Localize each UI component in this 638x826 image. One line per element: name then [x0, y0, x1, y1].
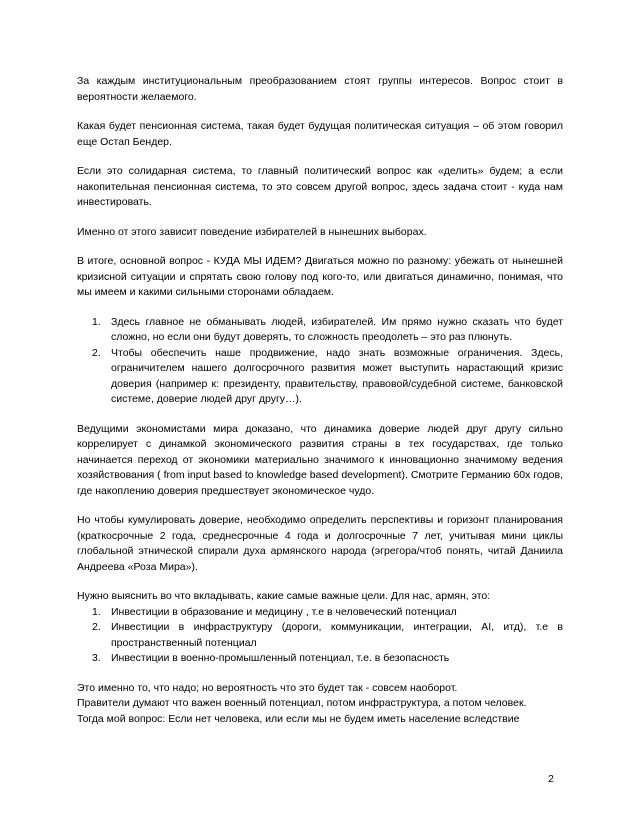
list-item-number: 2.	[92, 621, 101, 633]
paragraph-7: Но чтобы кумулировать доверие, необходимо определить перспективы и горизонт планирования (краткосрочные 2 года, среднесрочные 4 года и долгосрочные 7 лет, учитывая мини циклы глобальной этнической спирали духа армянского народа (эгрегора/чтоб понять, читай Даниила Андреева «Роза Мира»).	[77, 514, 563, 573]
list-item-number: 1.	[92, 605, 101, 618]
numbered-list-1	[77, 315, 563, 408]
list-item-text: Чтобы обеспечить наше продвижение, надо знать возможные ограничения. Здесь, ограничителем нашего долгосрочного развития может выступить нарастающий кризис доверия (например к: президенту, правительству, правовой/судебной системе, банковской системе, доверие людей друг другу…).	[111, 346, 563, 405]
list-item-text: Инвестиции в инфраструктуру (дороги, коммуникации, интеграции, AI, итд), т.е в пространственный потенциал	[111, 621, 563, 649]
list-item	[77, 651, 563, 667]
list-item-text: Инвестиции в военно-промышленный потенциал, т.е. в безопасность	[111, 652, 450, 664]
paragraph-1: За каждым институциональным преобразованием стоят группы интересов. Вопрос стоит в вероятности желаемого.	[77, 75, 563, 103]
list-item	[77, 620, 563, 651]
paragraph-11: Тогда мой вопрос: Если нет человека, или если мы не будем иметь население вследствие	[77, 712, 520, 725]
paragraph-10: Правители думают что важен военный потенциал, потом инфраструктура, а потом человек.	[77, 697, 527, 709]
list-item	[77, 605, 563, 621]
paragraph-9: Это именно то, что надо; но вероятность что это будет так - совсем наоборот.	[77, 681, 458, 694]
list-item-text: Инвестиции в образование и медицину , т.е в человеческий потенциал	[111, 605, 457, 618]
list-item-number: 2.	[92, 346, 101, 359]
paragraph-4: Именно от этого зависит поведение избирателей в нынешних выборах.	[77, 225, 427, 238]
paragraph-3: Если это солидарная система, то главный политический вопрос как «делить» будем; а если накопительная пенсионная система, то это совсем другой вопрос, здесь задача стоит - куда нам инвестировать.	[77, 165, 563, 208]
list-item	[77, 315, 563, 346]
paragraph-2: Какая будет пенсионная система, такая будет будущая политическая ситуация – об этом говорил еще Остап Бендер.	[77, 120, 563, 148]
list-item-number: 3.	[92, 652, 101, 664]
page-content	[77, 74, 563, 727]
paragraph-8: Нужно выяснить во что вкладывать, какие самые важные цели. Для нас, армян, это:	[77, 590, 491, 602]
list-item-text: Здесь главное не обманывать людей, избирателей. Им прямо нужно сказать что будет сложно, но если они будут доверять, то сложность преодолеть – это раз плюнуть.	[111, 315, 563, 343]
paragraph-6: Ведущими экономистами мира доказано, что динамика доверие людей друг другу сильно коррелирует с динамкой экономического развития страны в тех государствах, где только начинается переход от экономики материально значимого к инновационно значимому ведения хозяйствования ( from input based to knowledge based development). Смотрите Германию 60х годов, где накоплению доверия предшествует экономическое чудо.	[77, 422, 563, 497]
page-number: 2	[548, 773, 554, 785]
list-item-number: 1.	[92, 315, 101, 328]
numbered-list-2	[77, 605, 563, 667]
paragraph-5: В итоге, основной вопрос - КУДА МЫ ИДЕМ? Двигаться можно по разному: убежать от нынешней кризисной ситуации и спрятать свою голову под кого-то, или двигаться динамично, понимая, что мы имеем и какими сильными сторонами обладаем.	[77, 255, 563, 298]
list-item	[77, 346, 563, 408]
